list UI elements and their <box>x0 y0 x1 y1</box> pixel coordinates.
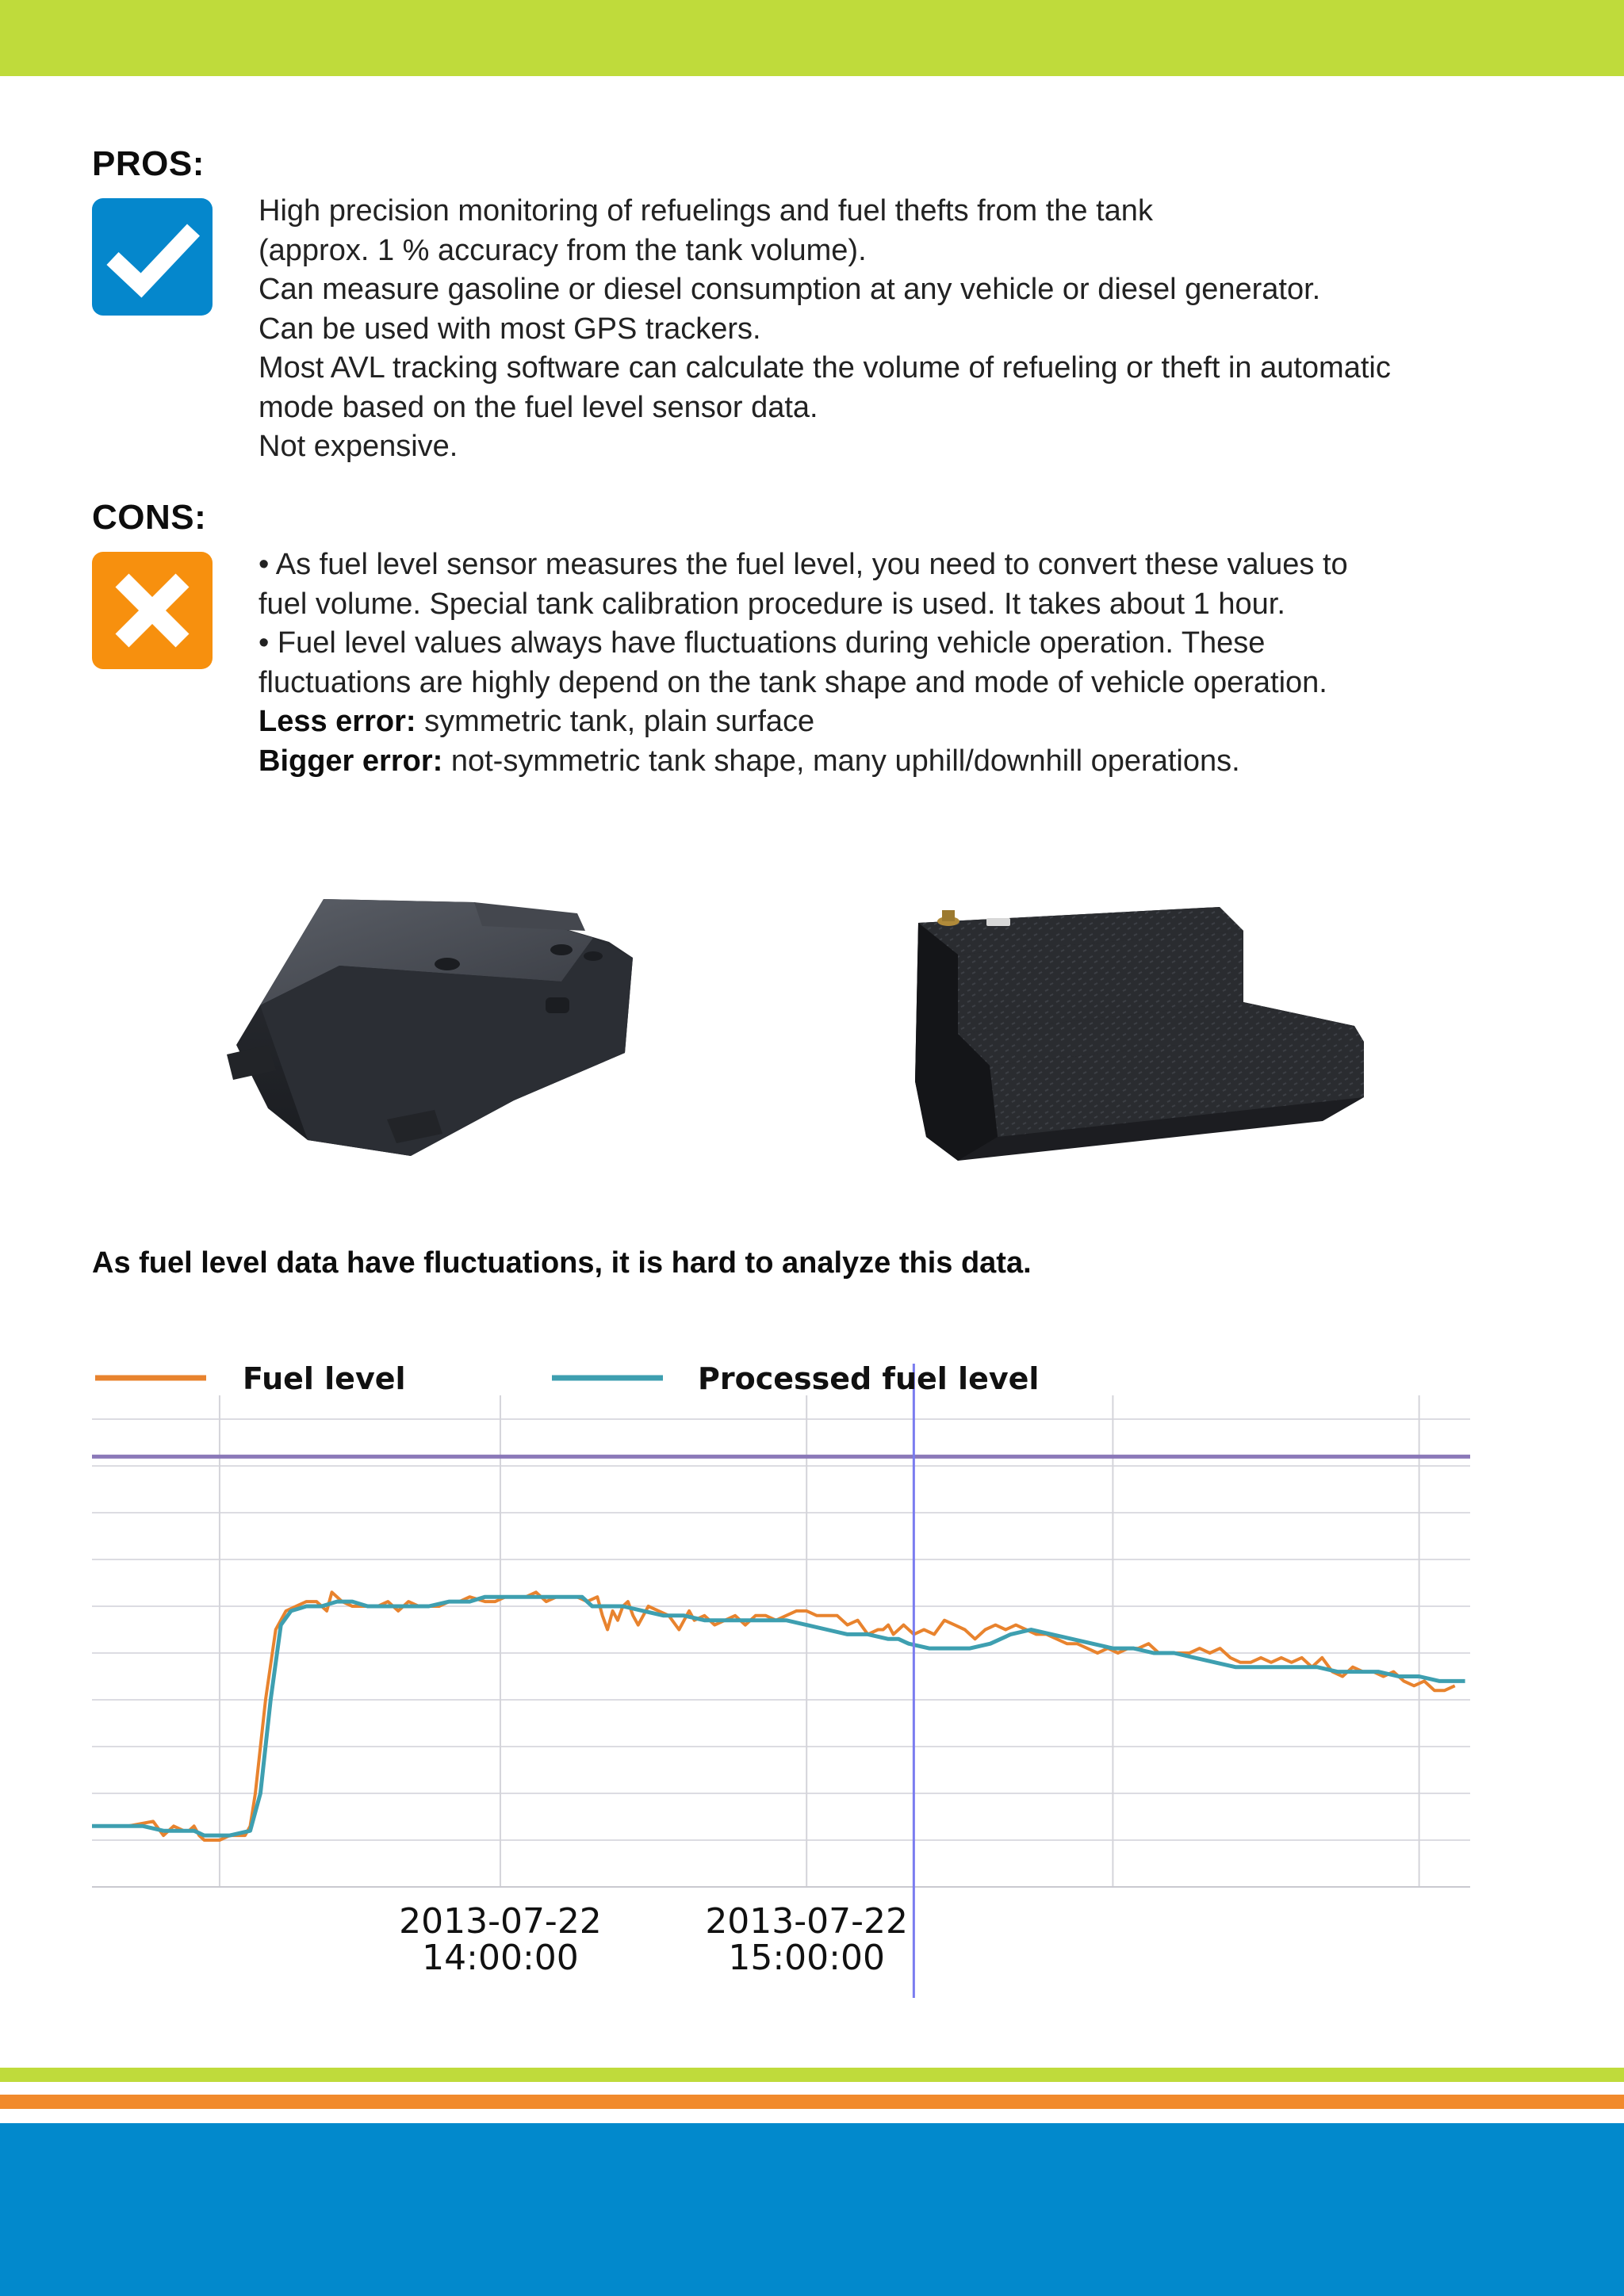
x-tick-label: 2013-07-22 <box>399 1901 602 1942</box>
bigger-error-label: Bigger error: <box>259 744 443 778</box>
x-tick-label: 14:00:00 <box>422 1938 579 1978</box>
footer-stripe-orange <box>0 2095 1624 2109</box>
footer-band <box>0 2123 1624 2296</box>
legend-label-fuel-level: Fuel level <box>243 1364 406 1396</box>
cons-list <box>259 545 1511 781</box>
irregular-fuel-tank-image <box>213 894 644 1164</box>
cons-line: fluctuations are highly depend on the tank shape and mode of vehicle operation. <box>259 665 1327 699</box>
pros-list <box>259 192 1511 467</box>
pros-line: Can be used with most GPS trackers. <box>259 312 761 346</box>
less-error-text: symmetric tank, plain surface <box>416 705 815 738</box>
top-band <box>0 0 1624 76</box>
bigger-error-line <box>259 742 1511 782</box>
l-shaped-fuel-tank-image <box>910 899 1365 1161</box>
cons-line: • As fuel level sensor measures the fuel level, you need to convert these values to <box>259 548 1348 581</box>
cons-heading: CONS: <box>92 498 207 537</box>
less-error-label: Less error: <box>259 705 416 738</box>
fuel-level-chart <box>92 1364 1470 1998</box>
chart-canvas <box>92 1364 1470 1998</box>
cross-icon <box>92 552 213 669</box>
pros-line: Can measure gasoline or diesel consumption at any vehicle or diesel generator. <box>259 273 1321 306</box>
series-line-fuel-level <box>92 1592 1455 1840</box>
pros-badge <box>92 198 213 316</box>
pros-line: High precision monitoring of refuelings and fuel thefts from the tank <box>259 194 1153 228</box>
chart-subheading: As fuel level data have fluctuations, it is hard to analyze this data. <box>92 1246 1032 1280</box>
less-error-line <box>259 702 1511 742</box>
bigger-error-text: not-symmetric tank shape, many uphill/downhill operations. <box>442 744 1240 778</box>
pros-line: Most AVL tracking software can calculate the volume of refueling or theft in automatic <box>259 351 1391 385</box>
cons-line: • Fuel level values always have fluctuations during vehicle operation. These <box>259 626 1266 660</box>
pros-heading: PROS: <box>92 144 205 183</box>
x-tick-label: 2013-07-22 <box>705 1901 909 1942</box>
checkmark-icon <box>92 198 213 316</box>
pros-line: (approx. 1 % accuracy from the tank volume). <box>259 233 867 267</box>
series-line-processed-fuel-level <box>92 1597 1465 1835</box>
x-tick-label: 15:00:00 <box>728 1938 885 1978</box>
footer-stripe-green <box>0 2068 1624 2082</box>
cons-badge <box>92 552 213 669</box>
pros-line: mode based on the fuel level sensor data. <box>259 390 818 424</box>
cons-line: fuel volume. Special tank calibration procedure is used. It takes about 1 hour. <box>259 587 1285 621</box>
pros-line: Not expensive. <box>259 430 458 463</box>
legend-label-processed-fuel-level: Processed fuel level <box>698 1364 1040 1396</box>
